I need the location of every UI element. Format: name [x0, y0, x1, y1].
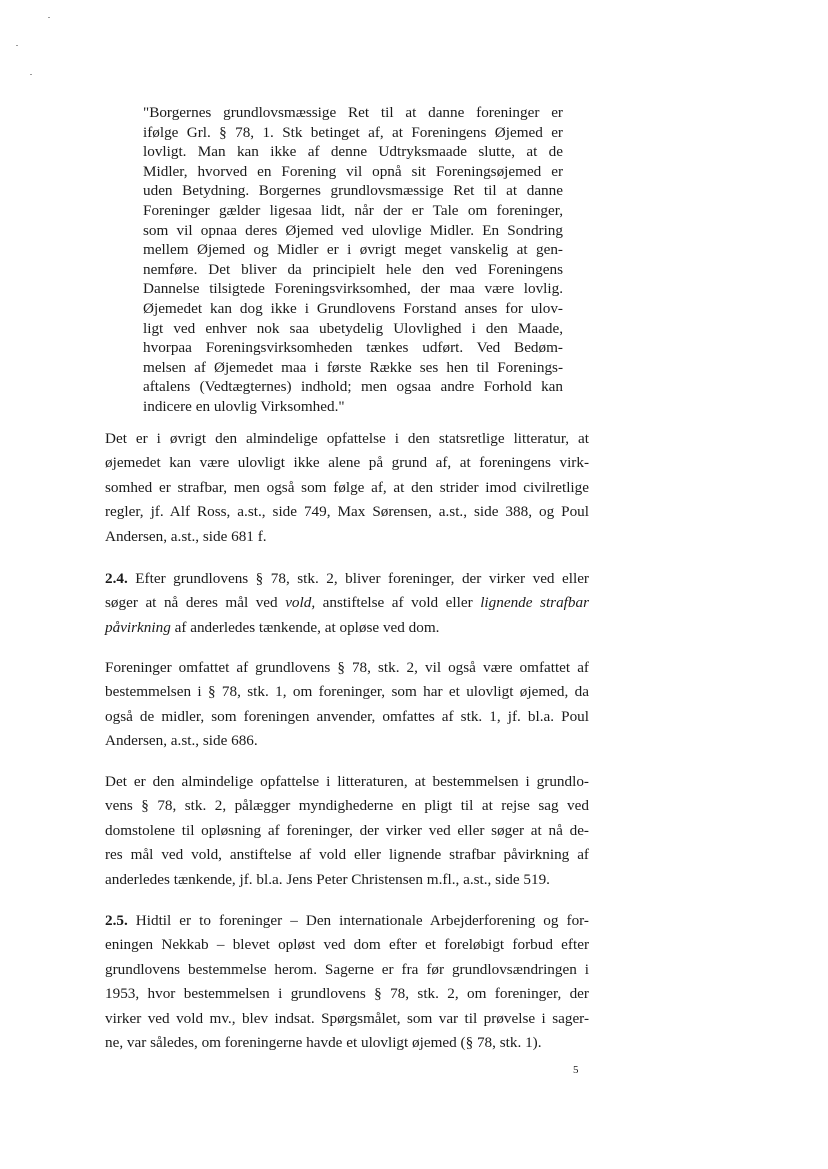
- paragraph-2-4: [105, 567, 589, 640]
- text-fragment: søger at nå deres mål ved: [105, 594, 286, 612]
- quote-line: aftalens (Vedtægternes) indhold; men ogsaa andre Forhold kan: [143, 378, 563, 396]
- emphasis: lignende strafbar: [480, 594, 589, 612]
- text-fragment: af anderledes tænkende, at opløse ved dom.: [170, 618, 440, 636]
- quote-line: uden Betydning. Borgernes grundlovsmæssige Ret til at danne: [143, 182, 563, 200]
- text-line: regler, jf. Alf Ross, a.st., side 749, Max Sørensen, a.st., side 388, og Poul: [105, 503, 589, 521]
- scan-speck: [48, 17, 50, 18]
- text-line: [105, 909, 589, 933]
- text-line: Det er den almindelige opfattelse i litteraturen, at bestemmelsen i grundlo-: [105, 773, 589, 790]
- text-line: 1953, hvor bestemmelsen i grundlovens § 78, stk. 2, om foreninger, der: [105, 985, 589, 1003]
- quote-line: ifølge Grl. § 78, 1. Stk betinget af, at Foreningens Øjemed er: [143, 123, 563, 141]
- quote-line: ligt ved enhver nok saa ubetydelig Ulovlighed i den Maade,: [143, 319, 563, 337]
- text-fragment: Efter grundlovens § 78, stk. 2, bliver foreninger, der virker ved eller: [127, 570, 589, 587]
- text-line: res mål ved vold, anstiftelse af vold eller lignende strafbar påvirkning af: [105, 846, 589, 864]
- quote-line: som vil opnaa deres Øjemed ved ulovlige Midler. En Sondring: [143, 221, 563, 239]
- text-fragment: anstiftelse af vold eller: [315, 594, 481, 612]
- text-line: [105, 616, 589, 640]
- section-number: 2.4.: [105, 570, 128, 587]
- text-line: Andersen, a.st., side 686.: [105, 732, 258, 750]
- paragraph-literature: [105, 427, 589, 549]
- quote-line: "Borgernes grundlovsmæssige Ret til at danne foreninger er: [143, 104, 563, 121]
- quote-line: Dannelse tilsigtede Foreningsvirksomhed, der maa være lovlig.: [143, 280, 563, 298]
- quote-line: mellem Øjemed og Midler er i øvrigt meget vanskelig at gen-: [143, 241, 563, 259]
- emphasis: vold,: [285, 594, 316, 612]
- scan-speck: [16, 45, 18, 46]
- quote-line: hvorpaa Foreningsvirksomheden tænkes udført. Ved Bedøm-: [143, 339, 563, 357]
- page-number: 5: [573, 1064, 579, 1076]
- text-line: [105, 567, 589, 591]
- text-line: Foreninger omfattet af grundlovens § 78, stk. 2, vil også være omfattet af: [105, 659, 589, 676]
- text-line: eningen Nekkab – blevet opløst ved dom efter et foreløbigt forbud efter: [105, 936, 589, 954]
- text-line: anderledes tænkende, jf. bl.a. Jens Peter Christensen m.fl., a.st., side 519.: [105, 870, 550, 888]
- text-line: virker ved vold mv., blev indsat. Spørgsmålet, som var til prøvelse i sager-: [105, 1009, 589, 1027]
- text-line: også de midler, som foreningen anvender, omfattes af stk. 1, jf. bl.a. Poul: [105, 707, 589, 725]
- text-fragment: Hidtil er to foreninger – Den internationale Arbejderforening og for-: [127, 912, 589, 929]
- quote-line: Øjemedet kan dog ikke i Grundlovens Forstand anses for ulov-: [143, 299, 563, 317]
- text-line: [105, 591, 589, 615]
- quote-line: indicere en ulovlig Virksomhed.": [143, 397, 345, 415]
- text-line: Andersen, a.st., side 681 f.: [105, 527, 267, 545]
- emphasis: påvirkning: [105, 618, 171, 636]
- text-line: bestemmelsen i § 78, stk. 1, om foreninger, som har et ulovligt øjemed, da: [105, 683, 589, 701]
- paragraph-duty-to-sue: [105, 770, 589, 892]
- paragraph-association-scope: [105, 656, 589, 754]
- text-line: øjemedet kan være ulovligt ikke alene på grund af, at foreningens virk-: [105, 454, 589, 472]
- quote-line: melsen af Øjemedet maa i første Række ses hen til Forenings-: [143, 358, 563, 376]
- text-line: ne, var således, om foreningerne havde et ulovligt øjemed (§ 78, stk. 1).: [105, 1034, 542, 1052]
- paragraph-2-5: [105, 909, 589, 1055]
- quote-line: lovligt. Man kan ikke af denne Udtryksmaade slutte, at de: [143, 143, 563, 161]
- quote-line: Midler, hvorved en Forening vil opnå sit Foreningsøjemed er: [143, 162, 563, 180]
- section-number: 2.5.: [105, 912, 128, 929]
- text-line: domstolene til opløsning af foreninger, der virker ved eller søger at nå de-: [105, 821, 589, 839]
- quote-line: Foreninger gælder ligesaa lidt, når der er Tale om foreninger,: [143, 201, 563, 219]
- quote-line: nemføre. Det bliver da principielt hele den ved Foreningens: [143, 260, 563, 278]
- text-line: somhed er strafbar, men også som følge af, at den strider imod civilretlige: [105, 478, 589, 496]
- block-quotation: [143, 103, 563, 417]
- text-line: Det er i øvrigt den almindelige opfattelse i den statsretlige litteratur, at: [105, 430, 589, 447]
- text-line: grundlovens bestemmelse herom. Sagerne er fra før grundlovsændringen i: [105, 960, 589, 978]
- scan-speck: [30, 74, 32, 75]
- text-line: vens § 78, stk. 2, pålægger myndighederne en pligt til at rejse sag ved: [105, 797, 589, 815]
